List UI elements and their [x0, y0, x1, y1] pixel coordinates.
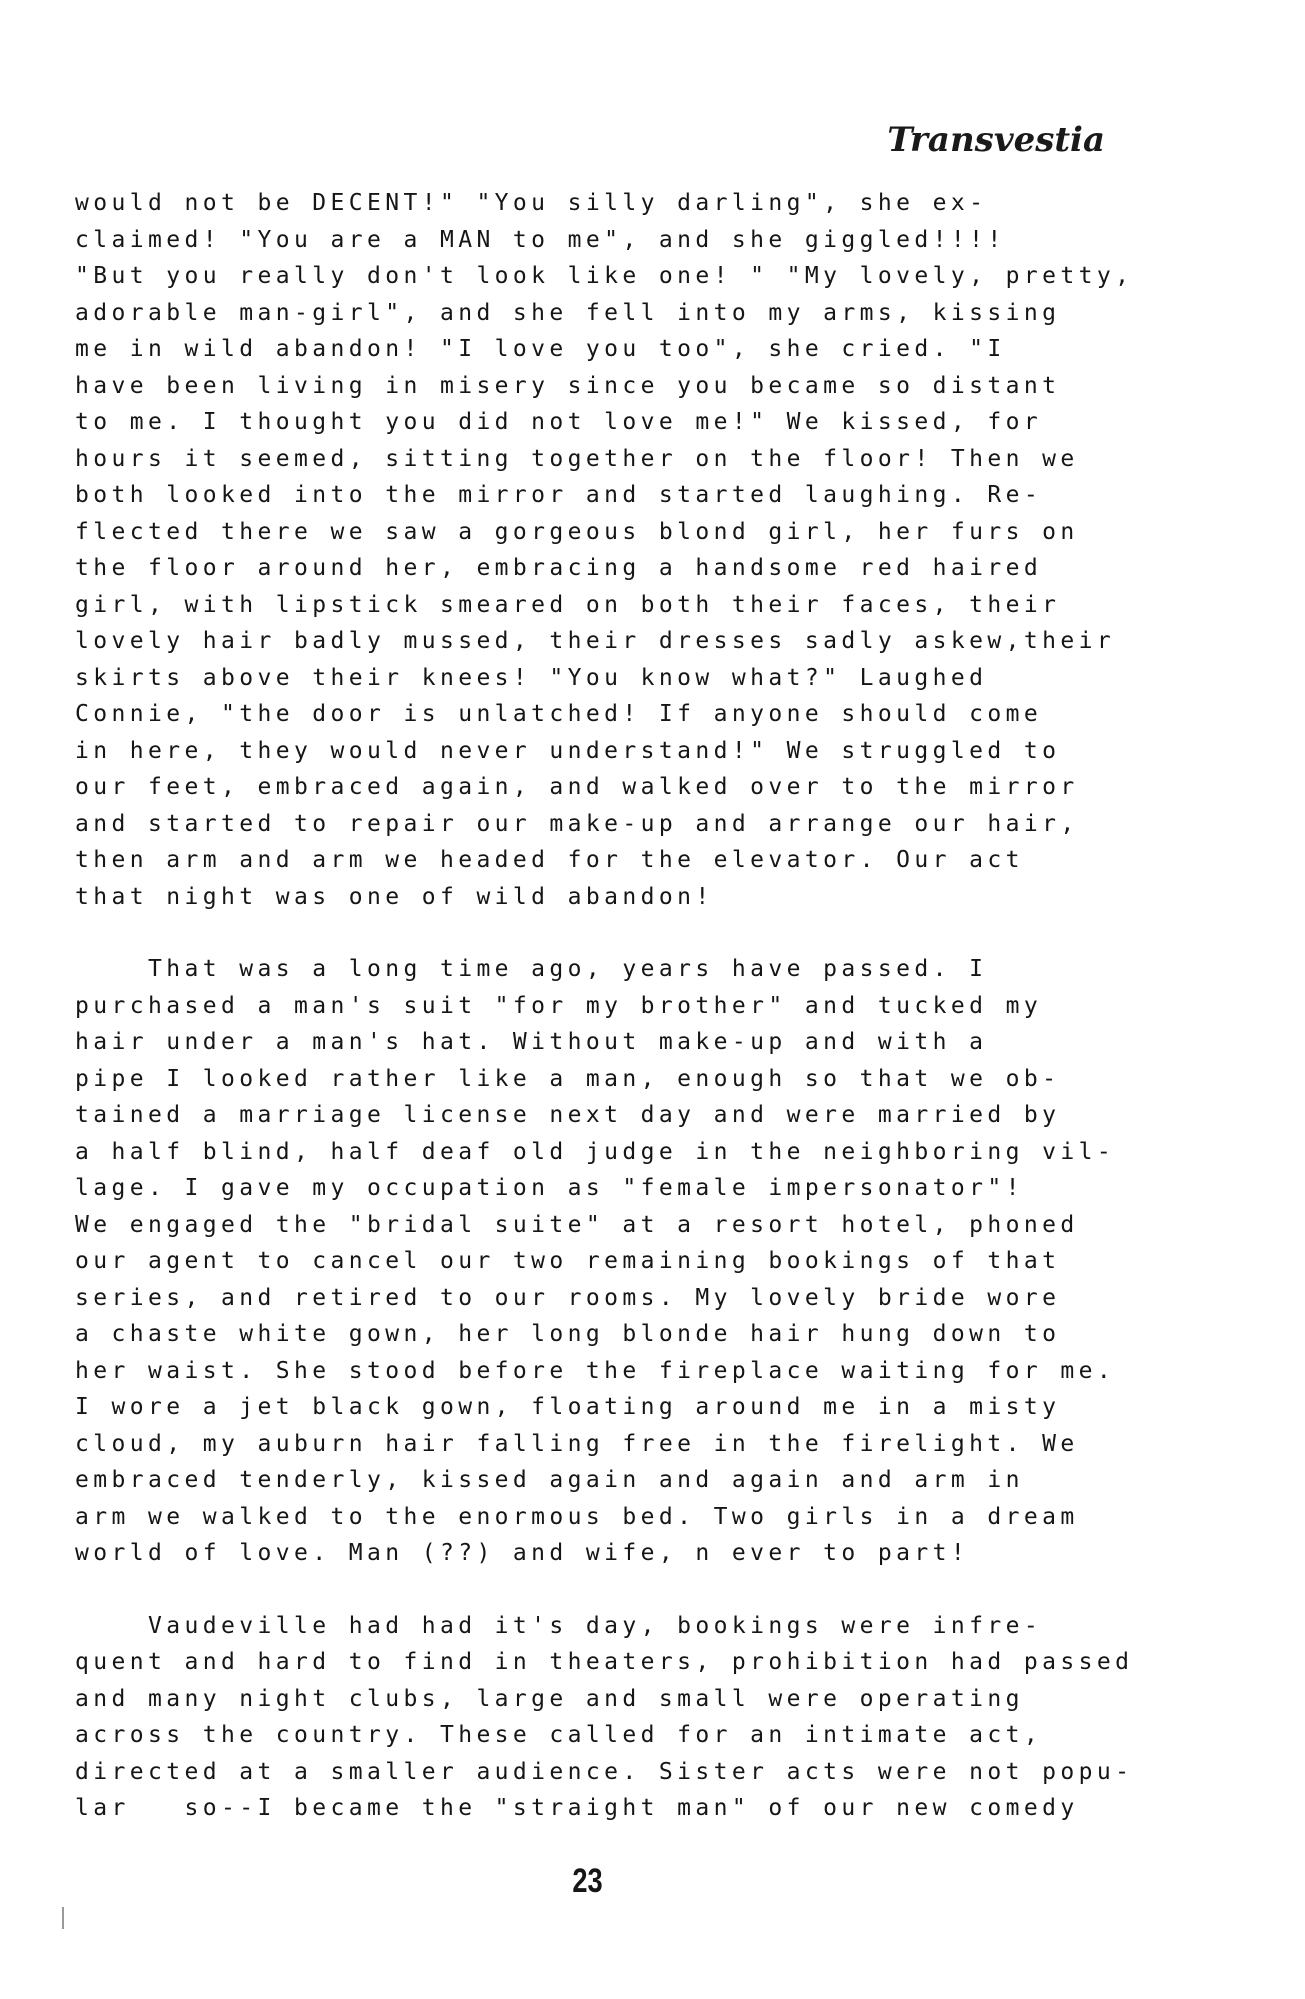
text-line: claimed! "You are a MAN to me", and she giggled!!!!	[75, 226, 1006, 253]
text-line: and started to repair our make-up and arrange our hair,	[75, 810, 1079, 837]
text-line: girl, with lipstick smeared on both their faces, their	[75, 591, 1061, 618]
text-line: have been living in misery since you became so distant	[75, 372, 1061, 399]
text-line: would not be DECENT!" "You silly darling", she ex-	[75, 190, 988, 216]
text-line: world of love. Man (??) and wife, n ever to part!	[75, 1540, 970, 1566]
text-line: Connie, "the door is unlatched! If anyone should come	[75, 701, 1043, 727]
text-line: lovely hair badly mussed, their dresses sadly askew,their	[75, 628, 1116, 654]
paragraph-2	[75, 951, 1175, 1572]
text-line: skirts above their knees! "You know what?" Laughed	[75, 664, 988, 691]
text-line: purchased a man's suit "for my brother" and tucked my	[75, 992, 1043, 1019]
text-line: the floor around her, embracing a handsome red haired	[75, 555, 1043, 581]
text-line: to me. I thought you did not love me!" We kissed, for	[75, 409, 1043, 435]
text-line: a half blind, half deaf old judge in the neighboring vil-	[75, 1138, 1116, 1165]
text-line: embraced tenderly, kissed again and again and arm in	[75, 1467, 1024, 1493]
running-header-title: Transvestia	[887, 120, 1105, 160]
text-line: tained a marriage license next day and were married by	[75, 1102, 1061, 1128]
text-line: lage. I gave my occupation as "female impersonator"!	[75, 1175, 1024, 1201]
text-line: hours it seemed, sitting together on the floor! Then we	[75, 445, 1079, 472]
paragraph-1	[75, 185, 1175, 915]
text-line: We engaged the "bridal suite" at a resort hotel, phoned	[75, 1211, 1079, 1238]
body-text	[75, 185, 1175, 1827]
text-line: cloud, my auburn hair falling free in the firelight. We	[75, 1430, 1079, 1457]
text-line: me in wild abandon! "I love you too", she cried. "I	[75, 336, 1006, 362]
text-line: that night was one of wild abandon!	[75, 883, 714, 910]
text-line: our agent to cancel our two remaining bookings of that	[75, 1248, 1061, 1274]
text-line: a chaste white gown, her long blonde hair hung down to	[75, 1321, 1061, 1347]
text-line: quent and hard to find in theaters, prohibition had passed	[75, 1649, 1134, 1675]
text-line: then arm and arm we headed for the elevator. Our act	[75, 847, 1024, 873]
text-line: and many night clubs, large and small were operating	[75, 1685, 1024, 1712]
text-line: "But you really don't look like one! " "My lovely, pretty,	[75, 263, 1134, 289]
text-line: I wore a jet black gown, floating around me in a misty	[75, 1394, 1061, 1420]
text-line: Vaudeville had had it's day, bookings were infre-	[75, 1612, 1043, 1639]
text-line: both looked into the mirror and started laughing. Re-	[75, 482, 1043, 508]
text-line: hair under a man's hat. Without make-up and with a	[75, 1029, 988, 1055]
text-line: lar so--I became the "straight man" of our new comedy	[75, 1795, 1079, 1821]
text-line: series, and retired to our rooms. My lovely bride wore	[75, 1284, 1061, 1311]
text-line: directed at a smaller audience. Sister acts were not popu-	[75, 1758, 1134, 1785]
page-number: 23	[572, 1862, 603, 1900]
paragraph-3	[75, 1608, 1175, 1827]
text-line: in here, they would never understand!" We struggled to	[75, 737, 1061, 764]
text-line: her waist. She stood before the fireplace waiting for me.	[75, 1357, 1116, 1384]
text-line: flected there we saw a gorgeous blond girl, her furs on	[75, 518, 1079, 545]
text-line: our feet, embraced again, and walked over to the mirror	[75, 774, 1079, 800]
text-line: adorable man-girl", and she fell into my arms, kissing	[75, 299, 1061, 326]
scan-margin-mark	[62, 1907, 64, 1929]
text-line: across the country. These called for an intimate act,	[75, 1722, 1043, 1748]
text-line: arm we walked to the enormous bed. Two girls in a dream	[75, 1503, 1079, 1530]
text-line: That was a long time ago, years have passed. I	[75, 956, 988, 982]
text-line: pipe I looked rather like a man, enough so that we ob-	[75, 1065, 1061, 1092]
